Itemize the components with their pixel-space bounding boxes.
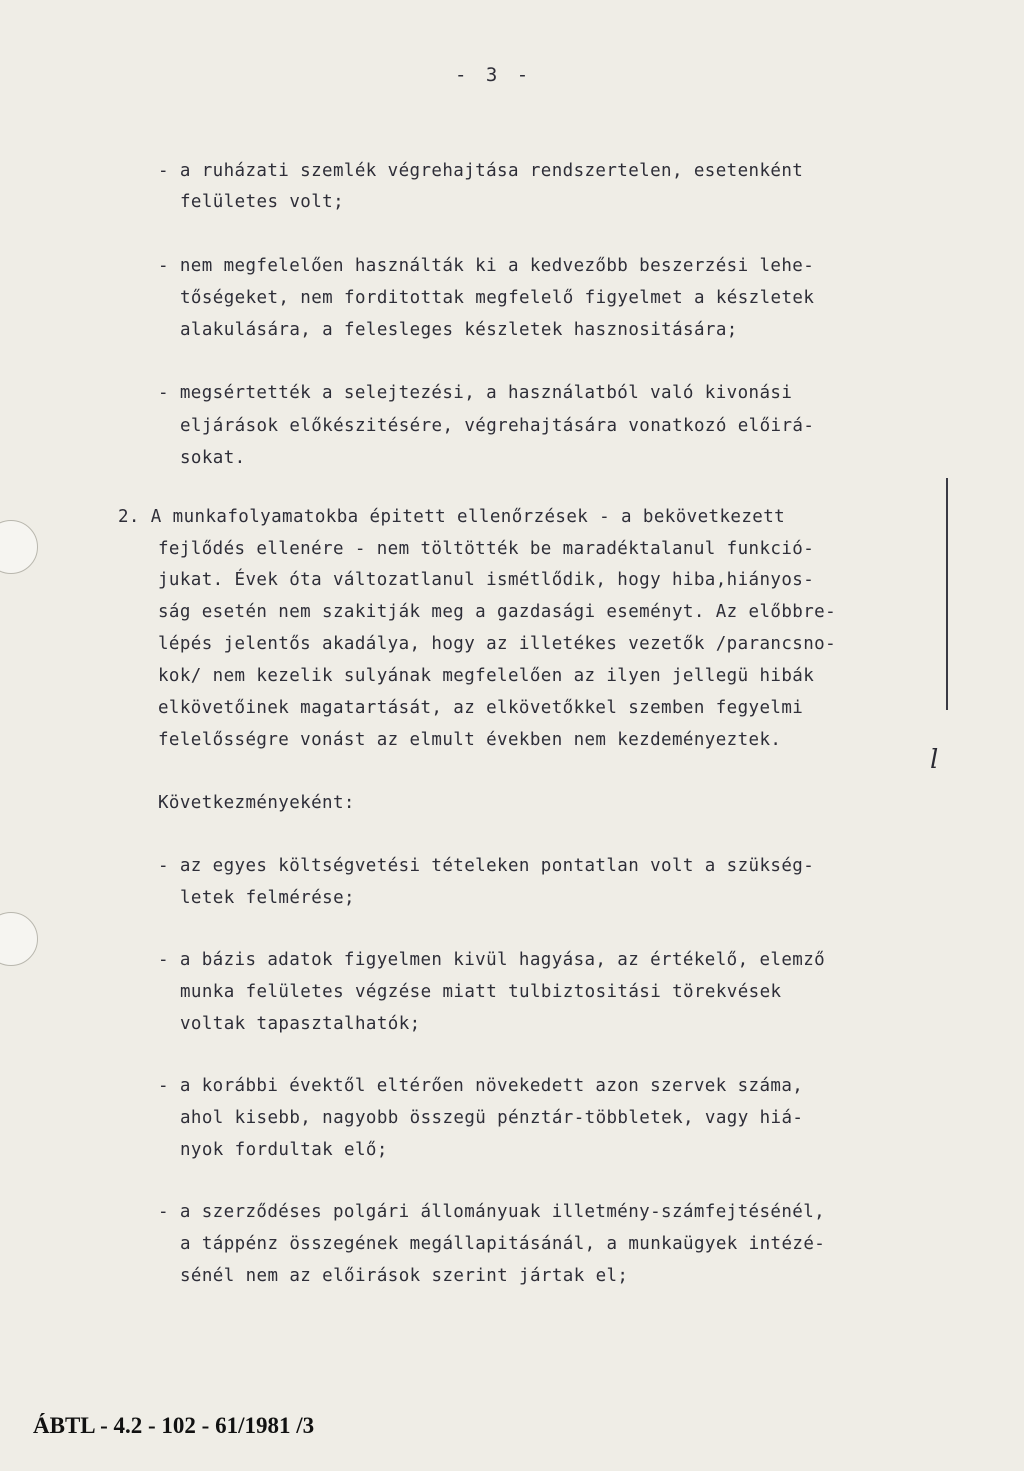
archive-reference: ÁBTL - 4.2 - 102 - 61/1981 /3 <box>33 1413 315 1438</box>
text-line: nyok fordultak elő; <box>180 1140 388 1160</box>
text-line: - az egyes költségvetési tételeken pontatlan volt a szükség- <box>158 856 815 876</box>
text-line: eljárások előkészitésére, végrehajtására vonatkozó előirá- <box>180 416 815 436</box>
text-line: fejlődés ellenére - nem töltötték be maradéktalanul funkció- <box>158 539 815 559</box>
handwritten-margin-mark: l <box>930 745 939 775</box>
text-line: sokat. <box>180 448 246 468</box>
text-line: - megsértették a selejtezési, a használatból való kivonási <box>158 383 793 403</box>
text-line: tőségeket, nem forditottak megfelelő figyelmet a készletek <box>180 288 815 308</box>
punch-hole <box>0 912 38 966</box>
text-line: letek felmérése; <box>180 888 355 908</box>
text-line: ság esetén nem szakitják meg a gazdasági eseményt. Az előbbre- <box>158 602 837 622</box>
text-line: kok/ nem kezelik sulyának megfelelően az ilyen jellegü hibák <box>158 666 815 686</box>
text-line: jukat. Évek óta változatlanul ismétlődik, hogy hiba,hiányos- <box>158 570 815 590</box>
text-line: munka felületes végzése miatt tulbiztositási törekvések <box>180 982 782 1002</box>
text-line: a táppénz összegének megállapitásánál, a munkaügyek intézé- <box>180 1234 826 1254</box>
text-line: - a korábbi évektől eltérően növekedett azon szervek száma, <box>158 1076 804 1096</box>
text-line: felületes volt; <box>180 192 345 212</box>
text-line: - a szerződéses polgári állományuak illetmény-számfejtésénél, <box>158 1202 826 1222</box>
page-number: - 3 - <box>455 64 533 86</box>
text-line: 2. A munkafolyamatokba épitett ellenőrzések - a bekövetkezett <box>118 507 786 527</box>
text-line: Következményeként: <box>158 793 355 813</box>
text-line: voltak tapasztalhatók; <box>180 1014 421 1034</box>
margin-vertical-line <box>946 478 948 710</box>
text-line: - nem megfelelően használták ki a kedvezőbb beszerzési lehe- <box>158 256 815 276</box>
text-line: sénél nem az előirások szerint jártak el; <box>180 1266 629 1286</box>
text-line: - a bázis adatok figyelmen kivül hagyása, az értékelő, elemző <box>158 950 826 970</box>
text-line: - a ruházati szemlék végrehajtása rendszertelen, esetenként <box>158 161 804 181</box>
punch-hole <box>0 520 38 574</box>
text-line: felelősségre vonást az elmult években nem kezdeményeztek. <box>158 730 782 750</box>
text-line: lépés jelentős akadálya, hogy az illetékes vezetők /parancsno- <box>158 634 837 654</box>
text-line: ahol kisebb, nagyobb összegü pénztár-többletek, vagy hiá- <box>180 1108 804 1128</box>
text-line: alakulására, a felesleges készletek hasznositására; <box>180 320 738 340</box>
text-line: elkövetőinek magatartását, az elkövetőkkel szemben fegyelmi <box>158 698 804 718</box>
